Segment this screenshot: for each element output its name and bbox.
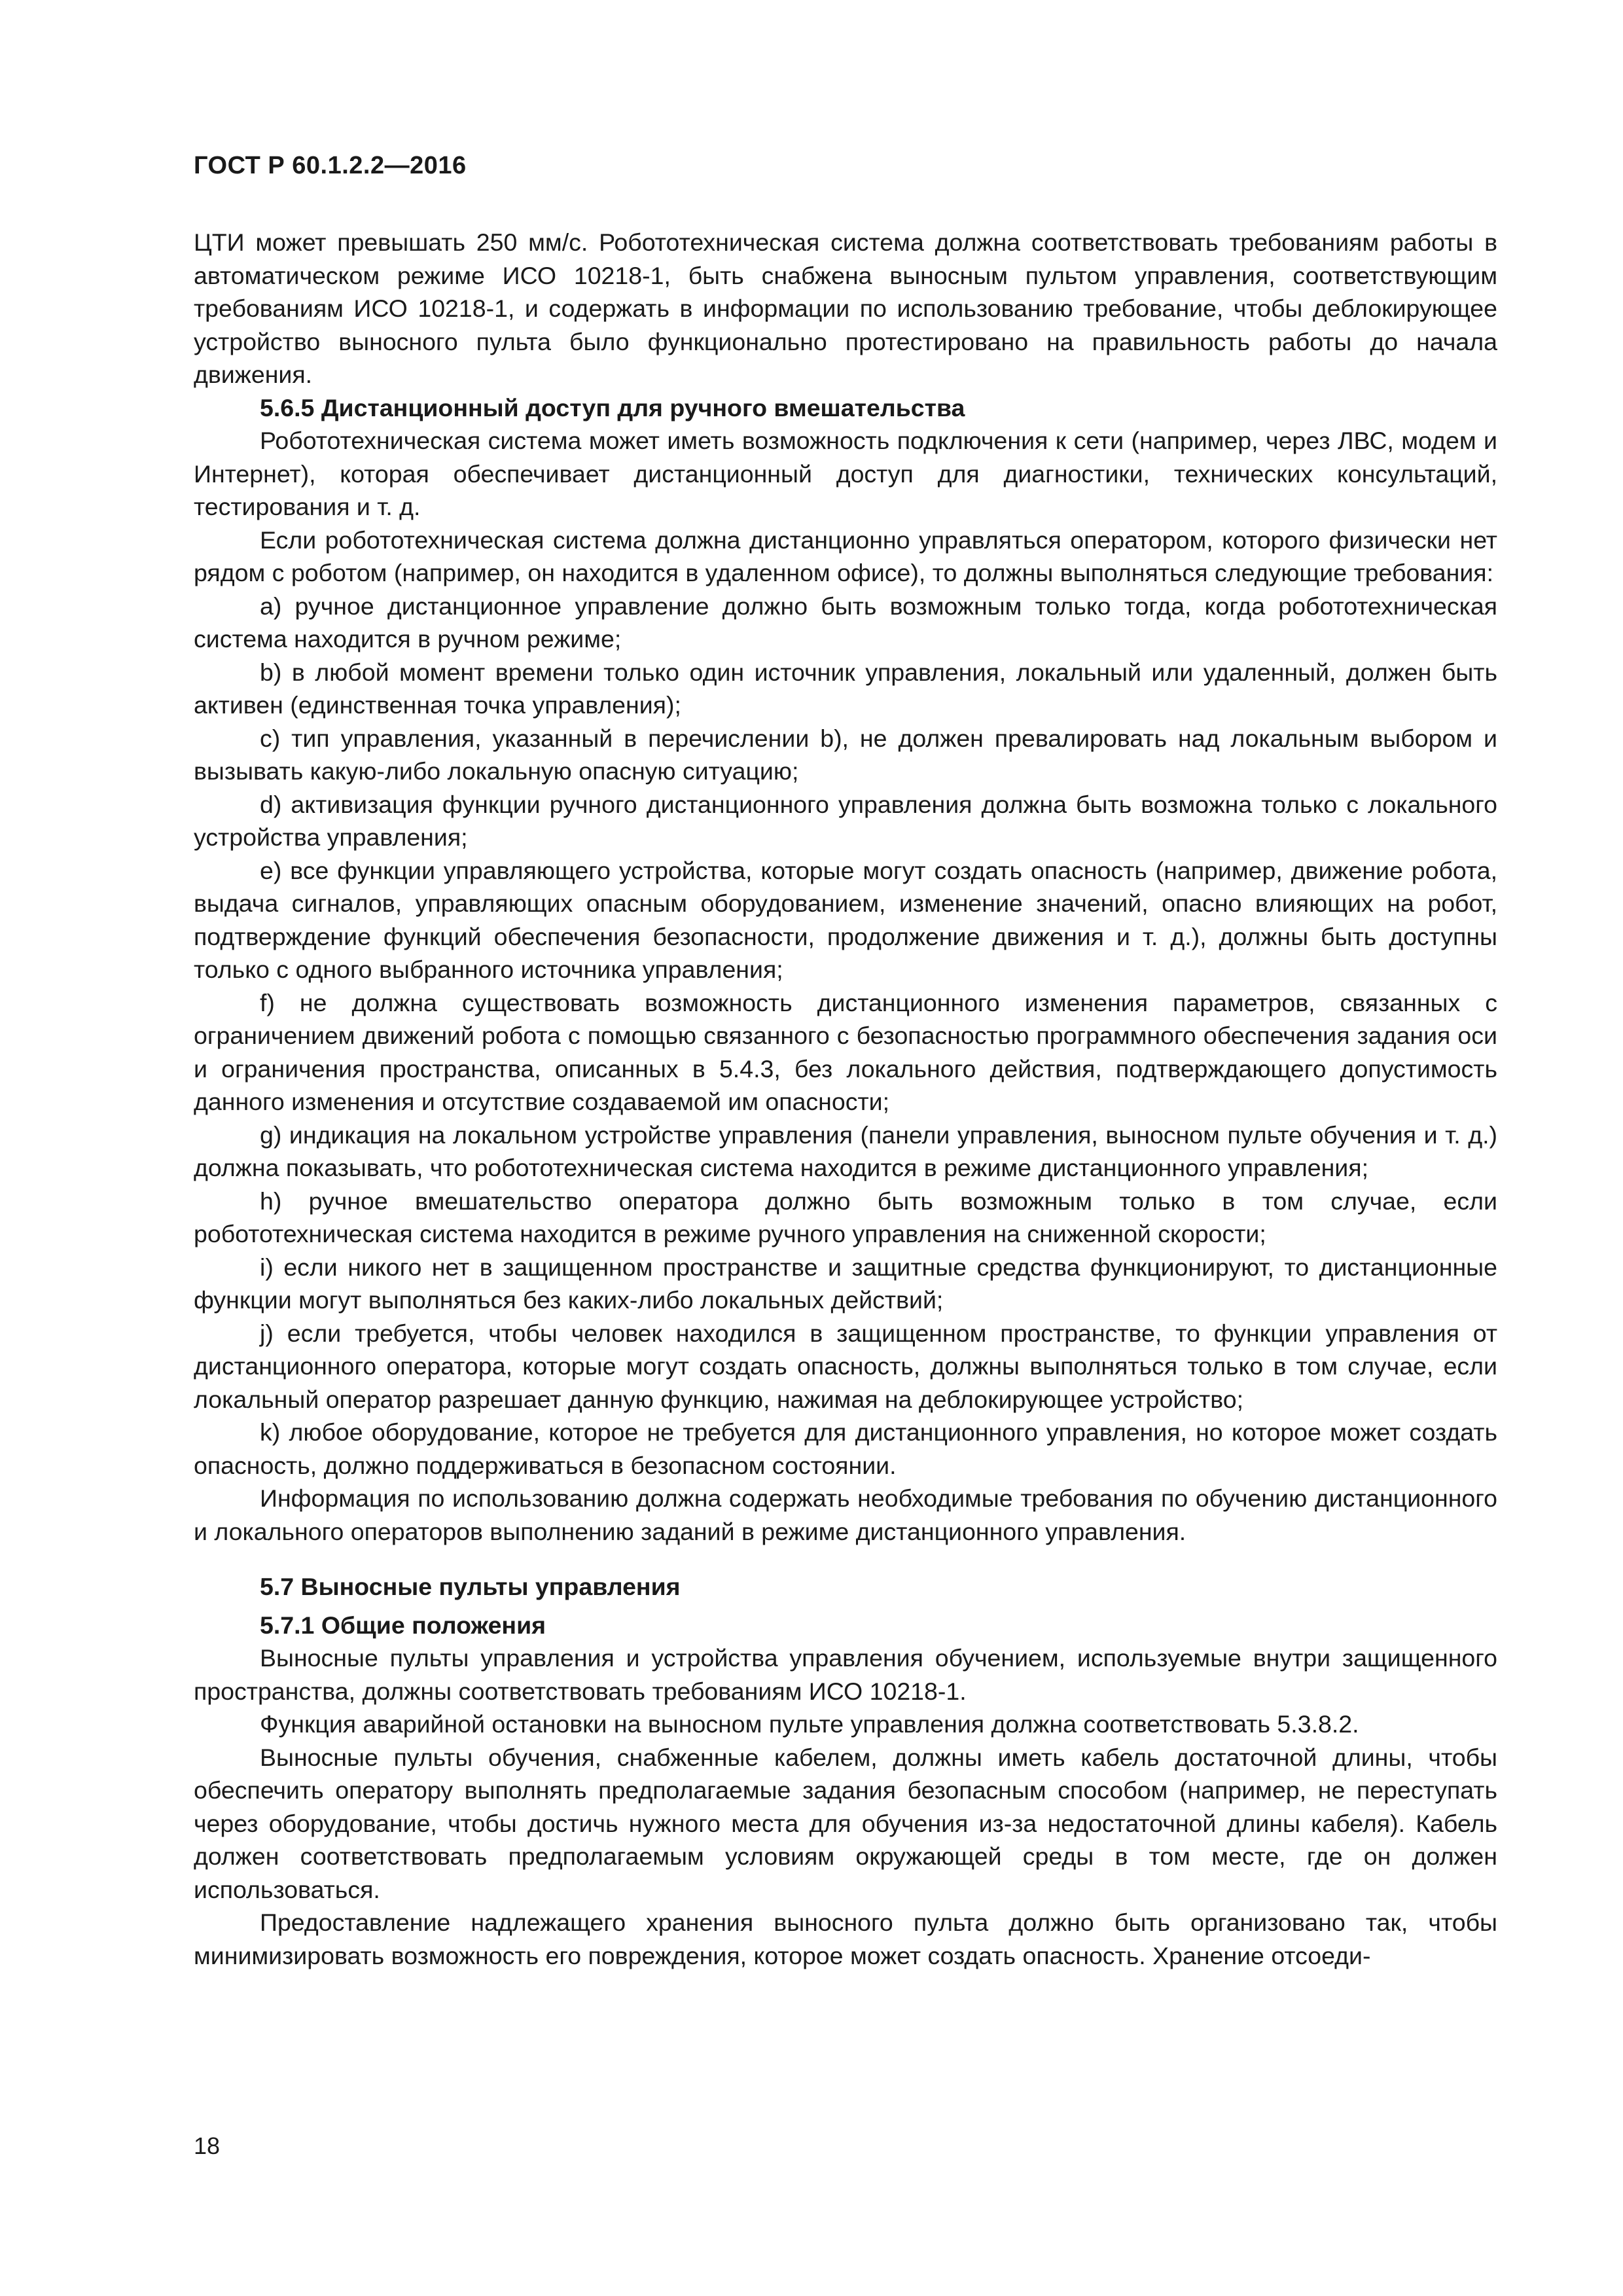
list-item-i: i) если никого нет в защищенном пространстве и защитные средства функционируют, то дистанционные функции могут выполняться без каких-либо локальных действий;	[194, 1253, 1497, 1314]
heading-5-7-1: 5.7.1 Общие положения	[260, 1611, 546, 1639]
page-number: 18	[194, 2132, 221, 2159]
list-item-f: f) не должна существовать возможность дистанционного изменения параметров, связанных с ограничением движений робота с помощью связанного с безопасностью программного обеспечения задания оси и ограничения пространства, описанных в 5.4.3, без локального действия, подтверждающего допустимость данного изменения и отсутствие создаваемой им опасности;	[194, 988, 1497, 1115]
document-header: ГОСТ Р 60.1.2.2—2016	[194, 152, 467, 179]
intro-paragraph: ЦТИ может превышать 250 мм/с. Робототехническая система должна соответствовать требованиям работы в автоматическом режиме ИСО 10218-1, быть снабжена выносным пультом управления, соответствующим требованиям ИСО 10218-1, и содержать в информации по использованию требование, чтобы деблокирующее устройство выносного пульта было функционально протестировано на правильность работы до начала движения.	[194, 228, 1497, 388]
list-item-j: j) если требуется, чтобы человек находился в защищенном пространстве, то функции управления от дистанционного оператора, которые могут создать опасность, должны выполняться только в том случае, если локальный оператор разрешает данную функцию, нажимая на деблокирующее устройство;	[194, 1319, 1497, 1413]
list-item-a: а) ручное дистанционное управление должно быть возможным только тогда, когда робототехническая система находится в ручном режиме;	[194, 592, 1497, 653]
document-body	[194, 226, 1497, 1972]
paragraph: Выносные пульты управления и устройства управления обучением, используемые внутри защищенного пространства, должны соответствовать требованиям ИСО 10218-1.	[194, 1644, 1497, 1705]
list-item-c: c) тип управления, указанный в перечислении b), не должен превалировать над локальным выбором и вызывать какую-либо локальную опасную ситуацию;	[194, 724, 1497, 785]
list-item-k: k) любое оборудование, которое не требуется для дистанционного управления, но которое может создать опасность, должно поддерживаться в безопасном состоянии.	[194, 1418, 1497, 1479]
list-item-b: b) в любой момент времени только один источник управления, локальный или удаленный, должен быть активен (единственная точка управления);	[194, 658, 1497, 719]
paragraph: Информация по использованию должна содержать необходимые требования по обучению дистанционного и локального операторов выполнению заданий в режиме дистанционного управления.	[194, 1484, 1497, 1545]
list-item-e: e) все функции управляющего устройства, которые могут создать опасность (например, движение робота, выдача сигналов, управляющих опасным оборудованием, изменение значений, опасно влияющих на робот, подтверждение функций обеспечения безопасности, продолжение движения и т. д.), должны быть доступны только с одного выбранного источника управления;	[194, 856, 1497, 983]
heading-5-7: 5.7 Выносные пульты управления	[260, 1573, 681, 1600]
list-item-g: g) индикация на локальном устройстве управления (панели управления, выносном пульте обучения и т. д.) должна показывать, что робототехническая система находится в режиме дистанционного управления;	[194, 1121, 1497, 1181]
paragraph: Предоставление надлежащего хранения выносного пульта должно быть организовано так, чтобы минимизировать возможность его повреждения, которое может создать опасность. Хранение отсоеди-	[194, 1909, 1497, 1969]
list-item-h: h) ручное вмешательство оператора должно быть возможным только в том случае, если робототехническая система находится в режиме ручного управления на сниженной скорости;	[194, 1187, 1497, 1247]
heading-5-6-5: 5.6.5 Дистанционный доступ для ручного вмешательства	[260, 393, 965, 422]
paragraph: Робототехническая система может иметь возможность подключения к сети (например, через ЛВС, модем и Интернет), которая обеспечивает дистанционный доступ для диагностики, технических консультаций, тестирования и т. д.	[194, 427, 1497, 520]
list-item-d: d) активизация функции ручного дистанционного управления должна быть возможна только с локального устройства управления;	[194, 790, 1497, 851]
paragraph: Выносные пульты обучения, снабженные кабелем, должны иметь кабель достаточной длины, чтобы обеспечить оператору выполнять предполагаемые задания безопасным способом (например, не переступать через оборудование, чтобы достичь нужного места для обучения из-за недостаточной длины кабеля). Кабель должен соответствовать предполагаемым условиям окружающей среды в том месте, где он должен использоваться.	[194, 1743, 1497, 1903]
paragraph: Если робототехническая система должна дистанционно управляться оператором, которого физически нет рядом с роботом (например, он находится в удаленном офисе), то должны выполняться следующие требования:	[194, 526, 1497, 586]
paragraph: Функция аварийной остановки на выносном пульте управления должна соответствовать 5.3.8.2.	[260, 1710, 1359, 1738]
